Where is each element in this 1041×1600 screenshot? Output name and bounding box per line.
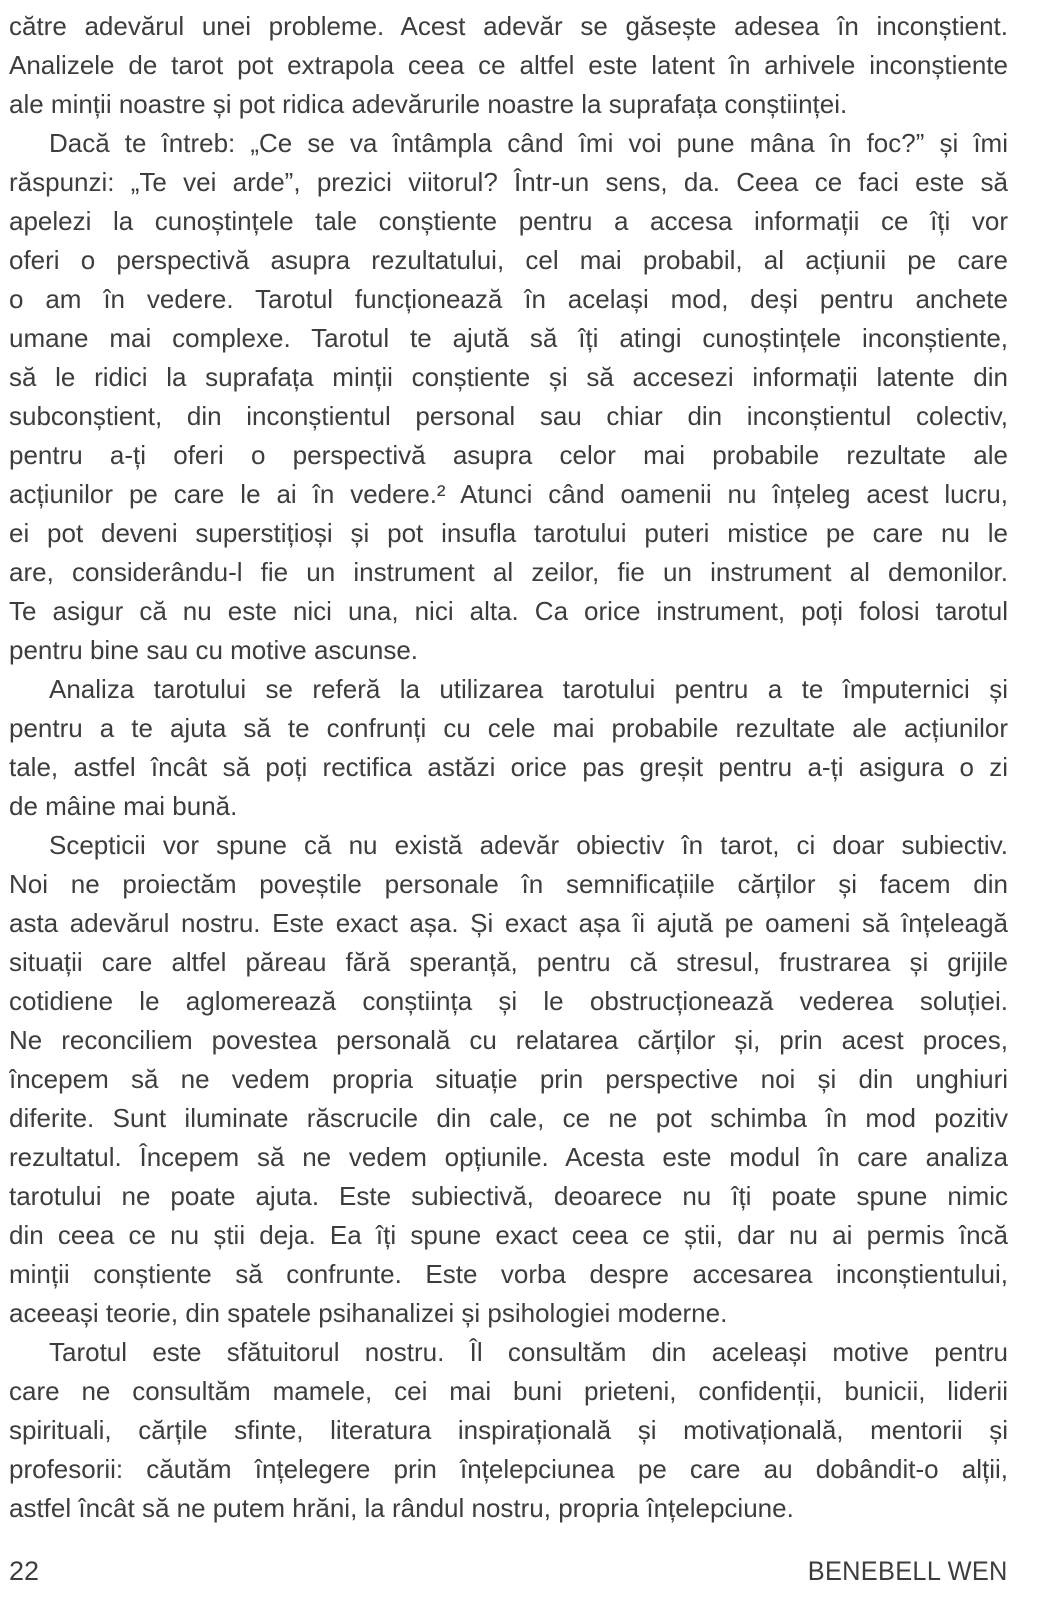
text-line: Scepticii vor spune că nu există adevăr obiectiv în tarot, ci doar subiectiv. [49, 830, 1008, 860]
text-line: Ne reconciliem povestea personală cu relatarea cărților și, prin acest proces, [9, 1025, 1008, 1055]
text-line: Tarotul este sfătuitorul nostru. Îl consultăm din aceleași motive pentru [49, 1337, 1008, 1367]
text-line: spirituali, cărțile sfinte, literatura inspirațională și motivațională, mentorii și [9, 1415, 1008, 1445]
text-line: umane mai complexe. Tarotul te ajută să îți atingi cunoștințele inconștiente, [9, 323, 1008, 353]
text-line: pentru bine sau cu motive ascunse. [9, 635, 419, 665]
text-line: ei pot deveni superstițioși și pot insufla tarotului puteri mistice pe care nu le [9, 518, 1008, 548]
text-line: cotidiene le aglomerează conștiința și le obstrucționează vederea soluției. [9, 986, 1008, 1016]
text-line: profesorii: căutăm înțelegere prin înțelepciunea pe care au dobândit-o alții, [9, 1454, 1008, 1484]
text-line: diferite. Sunt iluminate răscrucile din cale, ce ne pot schimba în mod pozitiv [9, 1103, 1008, 1133]
text-line: pentru a-ți oferi o perspectivă asupra celor mai probabile rezultate ale [9, 440, 1008, 470]
text-line: Noi ne proiectăm poveștile personale în semnificațiile cărților și facem din [9, 869, 1008, 899]
text-line: are, considerându-l fie un instrument al zeilor, fie un instrument al demonilor. [9, 557, 1008, 587]
text-line: care ne consultăm mamele, cei mai buni prieteni, confidenții, bunicii, liderii [9, 1376, 1008, 1406]
body-text [9, 7, 1008, 1528]
text-line: tarotului ne poate ajuta. Este subiectivă, deoarece nu îți poate spune nimic [9, 1181, 1008, 1211]
text-line: din ceea ce nu știi deja. Ea îți spune exact ceea ce știi, dar nu ai permis încă [9, 1220, 1008, 1250]
page-footer [9, 1556, 1008, 1587]
text-line: apelezi la cunoștințele tale conștiente pentru a accesa informații ce îți vor [9, 206, 1008, 236]
text-line: o am în vedere. Tarotul funcționează în același mod, deși pentru anchete [9, 284, 1008, 314]
running-footer-author: BENEBELL WEN [808, 1556, 1008, 1586]
text-line: minții conștiente să confrunte. Este vorba despre accesarea inconștientului, [9, 1259, 1008, 1289]
text-line: tale, astfel încât să poți rectifica astăzi orice pas greșit pentru a-ți asigura o zi [9, 752, 1008, 782]
text-line: Analiza tarotului se referă la utilizarea tarotului pentru a te împuternici și [49, 674, 1008, 704]
text-line: către adevărul unei probleme. Acest adevăr se găsește adesea în inconștient. [9, 11, 1008, 41]
text-line: începem să ne vedem propria situație prin perspective noi și din unghiuri [9, 1064, 1008, 1094]
text-line: de mâine mai bună. [9, 791, 238, 821]
text-line: oferi o perspectivă asupra rezultatului, cel mai probabil, al acțiunii pe care [9, 245, 1008, 275]
text-line: Dacă te întreb: „Ce se va întâmpla când îmi voi pune mâna în foc?” și îmi [49, 128, 1008, 158]
text-line: rezultatul. Începem să ne vedem opțiunile. Acesta este modul în care analiza [9, 1142, 1008, 1172]
text-line: asta adevărul nostru. Este exact așa. Și exact așa îi ajută pe oameni să înțeleagă [9, 908, 1008, 938]
text-line: Analizele de tarot pot extrapola ceea ce altfel este latent în arhivele inconștiente [9, 50, 1008, 80]
text-line: aceeași teorie, din spatele psihanalizei și psihologiei moderne. [9, 1298, 728, 1328]
text-line: situații care altfel păreau fără speranță, pentru că stresul, frustrarea și grijile [9, 947, 1008, 977]
text-line: subconștient, din inconștientul personal sau chiar din inconștientul colectiv, [9, 401, 1008, 431]
text-line: pentru a te ajuta să te confrunți cu cele mai probabile rezultate ale acțiunilor [9, 713, 1008, 743]
text-line: Te asigur că nu este nici una, nici alta. Ca orice instrument, poți folosi tarotul [9, 596, 1008, 626]
page-number: 22 [9, 1556, 40, 1586]
text-line: acțiunilor pe care le ai în vedere.² Atunci când oamenii nu înțeleg acest lucru, [9, 479, 1008, 509]
text-line: astfel încât să ne putem hrăni, la rândul nostru, propria înțelepciune. [9, 1493, 794, 1523]
text-line: ale minții noastre și pot ridica adevărurile noastre la suprafața conștiinței. [9, 89, 848, 119]
text-line: să le ridici la suprafața minții conștiente și să accesezi informații latente din [9, 362, 1008, 392]
text-line: răspunzi: „Te vei arde”, prezici viitorul? Într-un sens, da. Ceea ce faci este să [9, 167, 1008, 197]
